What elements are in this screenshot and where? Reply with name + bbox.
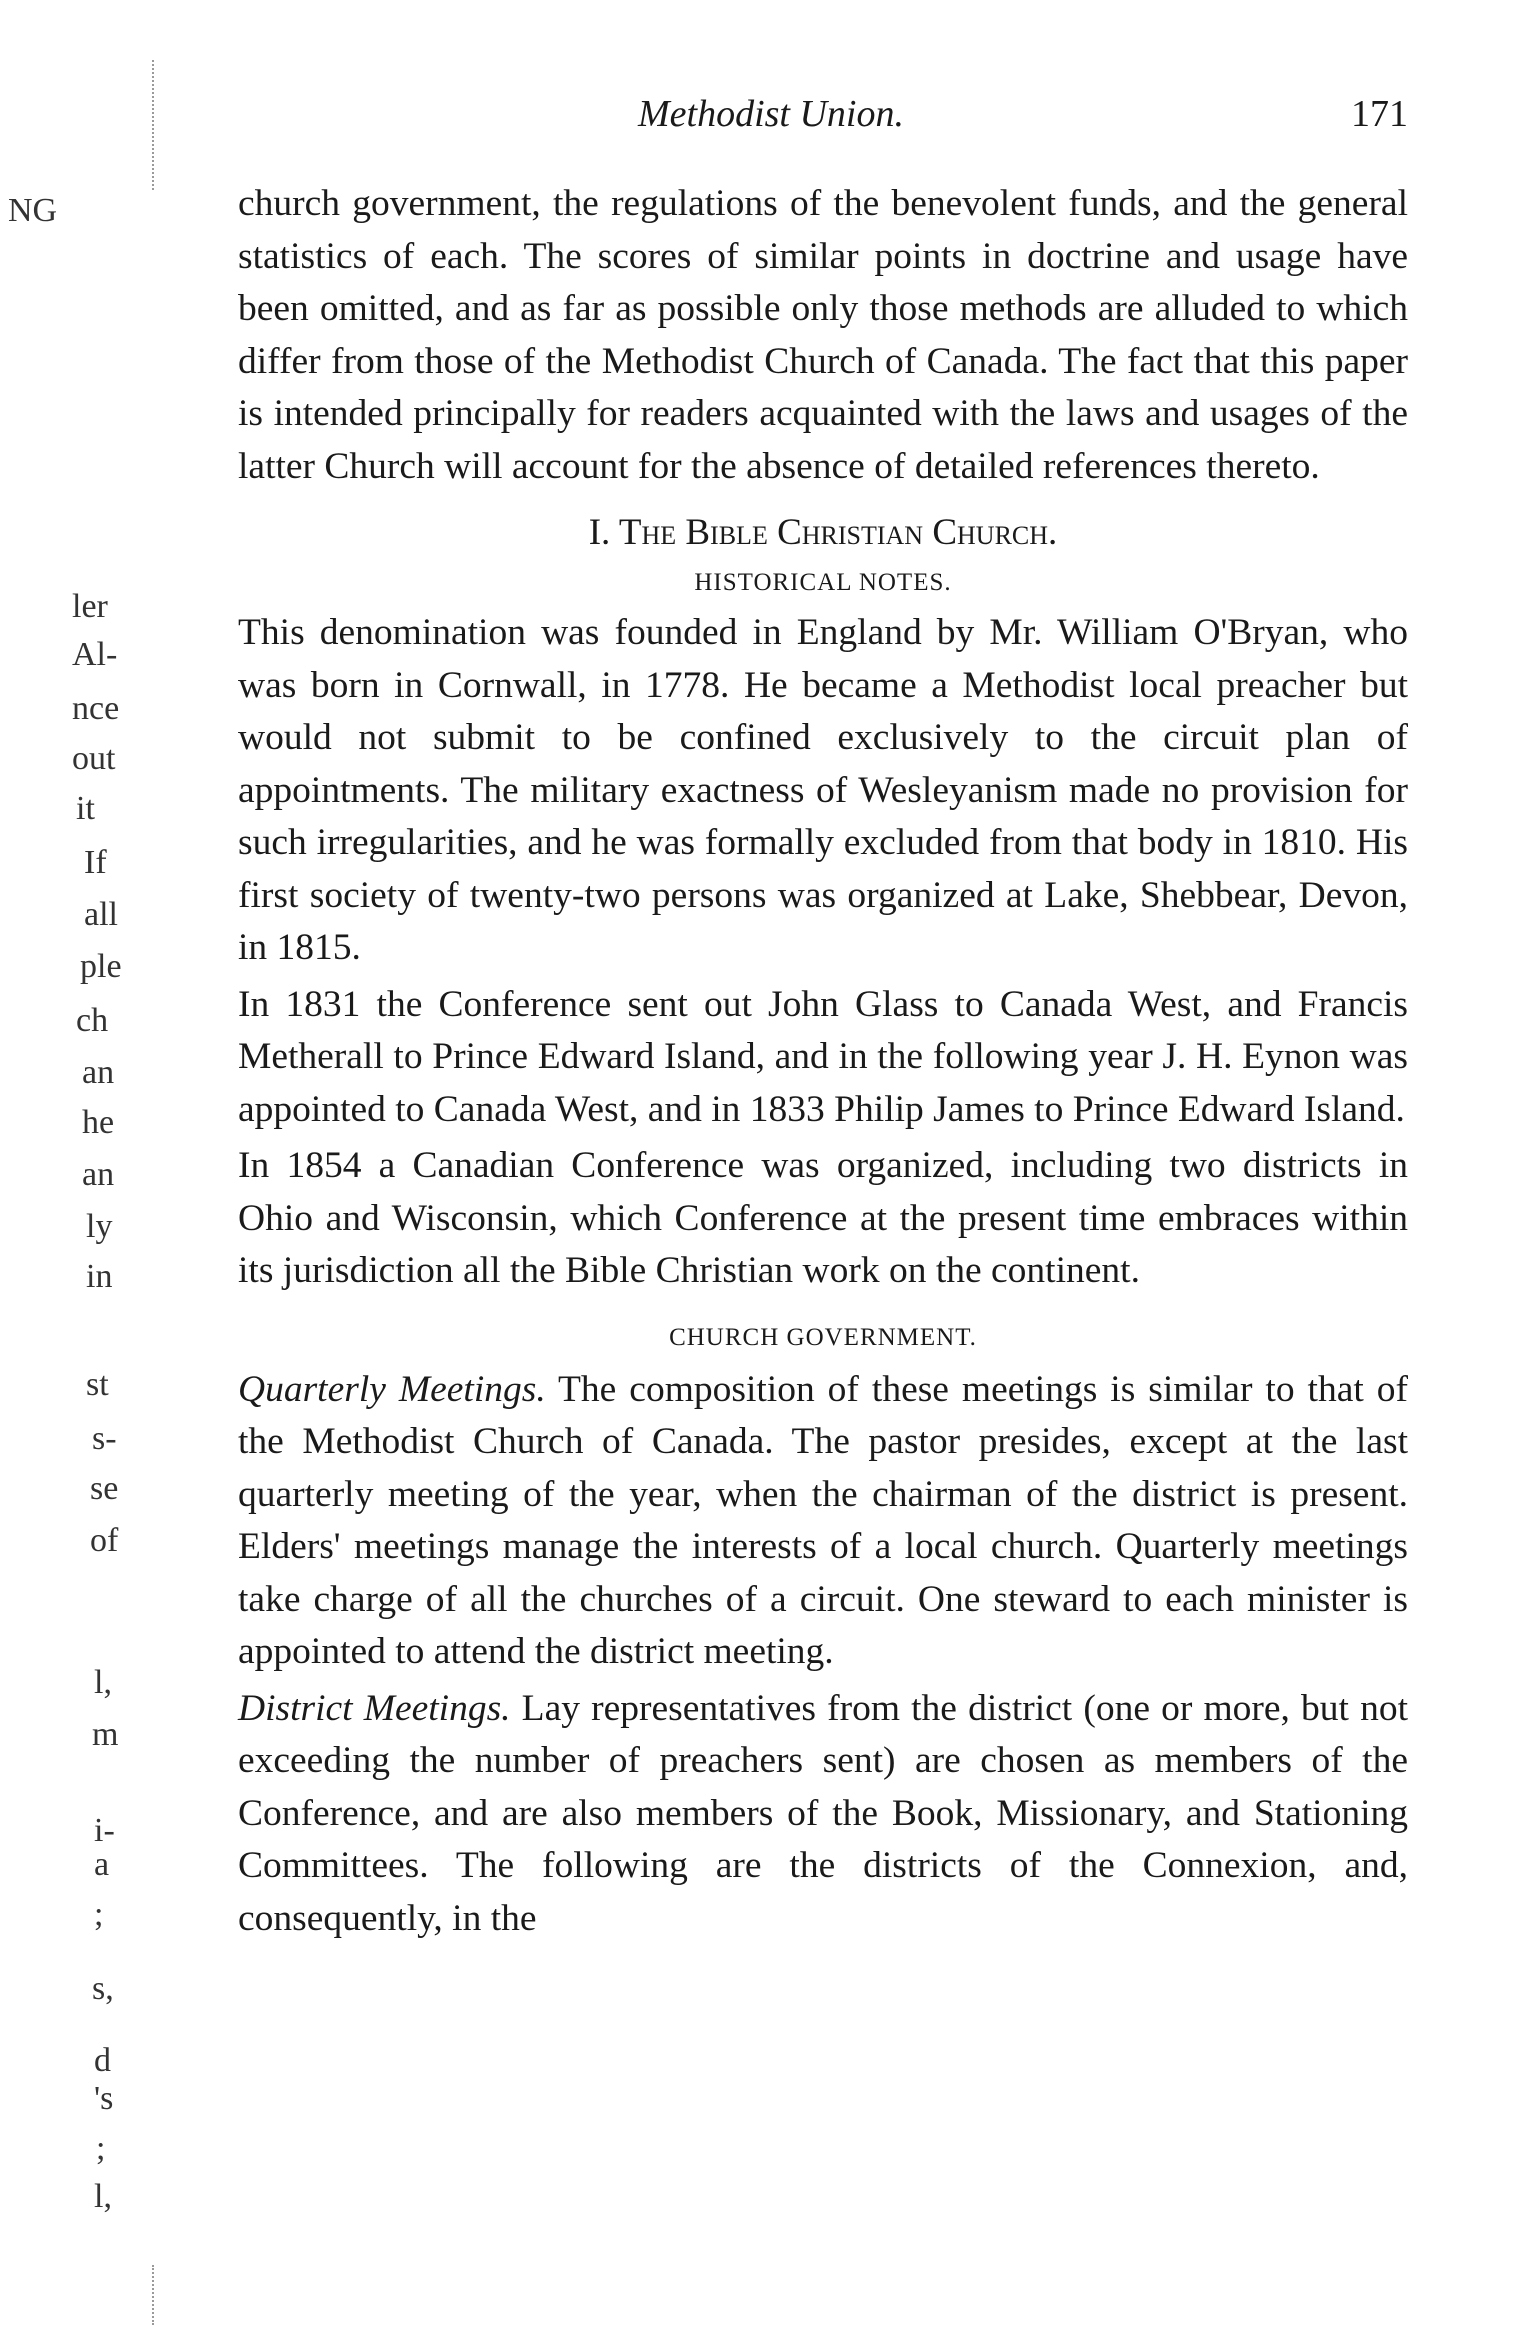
gutter-dotted-line-bottom <box>152 2265 154 2325</box>
margin-fragment: it <box>76 790 95 827</box>
paragraph: church government, the regulations of the benevolent funds, and the general statistics of each. The scores of similar points in doctrine and usage have been omitted, and as far as possible only those methods are alluded to which differ from those of the Methodist Church of Canada. The fact that this paper is intended principally for readers acquainted with the laws and usages of the latter Church will account for the absence of detailed references thereto. <box>238 183 1408 487</box>
run-in-heading: Quarterly Meetings. <box>238 1368 546 1410</box>
margin-fragment: m <box>92 1716 119 1753</box>
margin-fragment: s- <box>92 1420 117 1457</box>
margin-fragment: d <box>94 2042 111 2079</box>
margin-fragment: ; <box>94 1896 104 1933</box>
paragraph: In 1854 a Canadian Conference was organized, including two districts in Ohio and Wisconsin, which Conference at the present time embraces within its jurisdiction all the Bible Christian work on the continent. <box>238 1145 1408 1291</box>
paragraph-text: The composition of these meetings is similar to that of the Methodist Church of Canada. The pastor presides, except at the last quarterly meeting of the year, when the chairman of the district is present. Elders' meetings manage the interests of a local church. Quarterly meetings take charge of all the churches of a circuit. One steward to each minister is appointed to attend the district meeting. <box>238 1368 1409 1672</box>
paragraph <box>238 1364 1408 1679</box>
margin-fragment: NG <box>8 192 58 229</box>
margin-fragment: a <box>94 1846 110 1883</box>
margin-fragment: ler <box>72 588 108 625</box>
margin-fragment: all <box>84 896 118 933</box>
margin-fragment: ch <box>76 1002 109 1039</box>
page-number: 171 <box>1351 93 1408 135</box>
margin-fragment: ; <box>96 2130 106 2167</box>
margin-fragment: s, <box>92 1970 114 2007</box>
margin-fragment: nce <box>72 690 120 727</box>
margin-fragment: ly <box>86 1208 113 1245</box>
section-heading: I. The Bible Christian Church. <box>588 512 1058 553</box>
paragraph-text: Lay representatives from the district (one or more, but not exceeding the number of preachers sent) are chosen as members of the Conference, and are also members of the Book, Missionary, and Stationing Committees. The following are the districts of the Connexion, and, consequently, in the <box>238 1687 1408 1939</box>
margin-fragment: ple <box>80 948 122 985</box>
subheading-church-government: CHURCH GOVERNMENT. <box>669 1323 977 1351</box>
gutter-dotted-line-top <box>152 60 154 190</box>
margin-fragment: out <box>72 740 116 777</box>
margin-fragment: an <box>82 1054 115 1091</box>
margin-fragment: l, <box>94 1664 112 1701</box>
page-header <box>238 92 1408 152</box>
margin-fragment: he <box>82 1104 115 1141</box>
margin-fragment: l, <box>94 2178 112 2215</box>
margin-fragment: st <box>86 1366 109 1403</box>
running-title: Methodist Union. <box>638 93 904 135</box>
subheading-historical-notes: HISTORICAL NOTES. <box>694 569 952 596</box>
run-in-heading: District Meetings. <box>238 1687 511 1729</box>
margin-fragment: i- <box>94 1812 115 1849</box>
margin-fragment: Al- <box>72 636 118 673</box>
facing-page-margin-fragments <box>0 0 130 2337</box>
margin-fragment: in <box>86 1258 113 1295</box>
margin-fragment: If <box>84 844 107 881</box>
paragraph <box>238 1683 1408 1946</box>
margin-fragment: 's <box>94 2080 114 2117</box>
paragraph: In 1831 the Conference sent out John Glass to Canada West, and Francis Metherall to Prince Edward Island, and in the following year J. H. Eynon was appointed to Canada West, and in 1833 Philip James to Prince Edward Island. <box>238 983 1408 1130</box>
margin-fragment: of <box>90 1522 119 1559</box>
paragraph: This denomination was founded in England by Mr. William O'Bryan, who was born in Cornwall, in 1778. He became a Methodist local preacher but would not submit to be confined exclusively to the circuit plan of appointments. The military exactness of Wesleyanism made no provision for such irregularities, and he was formally excluded from that body in 1810. His first society of twenty-two persons was organized at Lake, Shebbear, Devon, in 1815. <box>238 612 1408 968</box>
margin-fragment: an <box>82 1156 115 1193</box>
body-text <box>238 178 1408 1945</box>
margin-fragment: se <box>90 1470 119 1507</box>
